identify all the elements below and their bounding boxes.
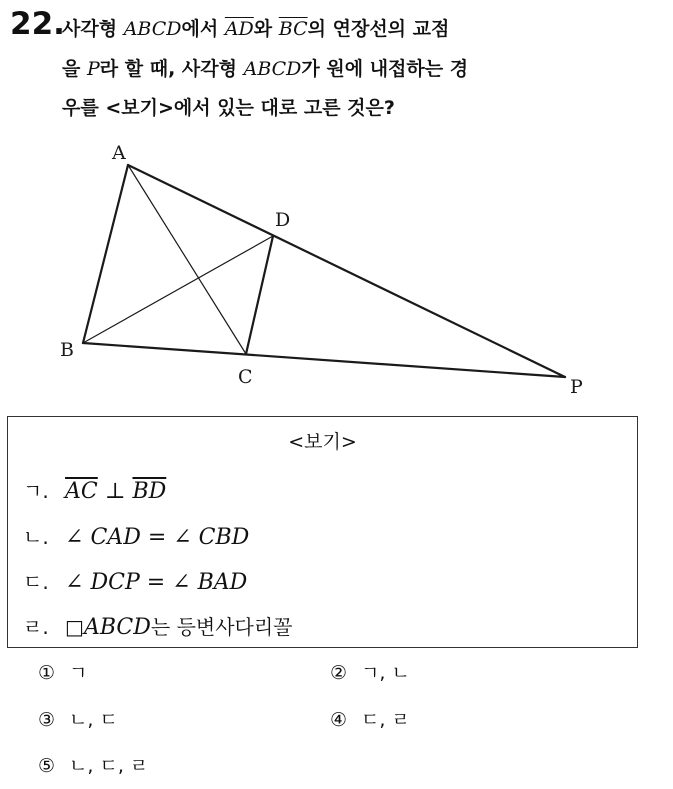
question-text: 가 원에 내접하는 경 [301,58,469,80]
bogi-item-expression: ∠ CAD = ∠ CBD [65,525,250,550]
segment-ab [83,165,128,343]
point-label-p: P [570,376,583,398]
question-text: 을 [62,58,87,80]
option-number: ① [38,662,56,684]
point-label-b: B [60,339,74,361]
question-number: 22. [10,6,65,42]
option-text: ㄴ, ㄷ, ㄹ [69,755,149,777]
diagonal-bd [83,236,273,343]
point-label-d: D [275,209,291,231]
option-number: ⑤ [38,755,56,777]
bogi-item-4 [23,611,293,640]
segment-bc: $\overline{BC}$ [278,18,308,40]
point-label-a: A [112,142,126,164]
option-3[interactable] [38,705,118,732]
perpendicular-symbol: ⊥ [97,479,133,504]
segment-ad: $\overline{AD}$ [224,18,254,40]
point-p-name: P [86,58,100,80]
option-text: ㄱ, ㄴ [361,662,410,684]
question-text: 의 연장선의 교점 [307,18,450,40]
option-1[interactable] [38,658,87,685]
bogi-box [7,416,638,648]
segment-dc [246,236,273,354]
option-text: ㄴ, ㄷ [69,709,118,731]
line-bp [83,343,565,377]
question-line-3: 우를 <보기>에서 있는 대로 고른 것은? [62,97,395,119]
option-2[interactable] [330,658,410,685]
bogi-item-2 [23,521,249,550]
question-text: 와 [253,18,279,40]
question-text: 에서 [181,18,225,40]
bogi-title: <보기> [288,431,357,453]
question-text: 사각형 [62,18,124,40]
bogi-item-mark: ㄷ. [23,570,49,594]
square-symbol: □ [65,615,84,639]
quad-name: ABCD [123,18,182,40]
bogi-item-mark: ㄹ. [23,615,49,639]
option-number: ③ [38,709,56,731]
option-text: ㄱ [69,662,88,684]
bogi-item-expression: ∠ DCP = ∠ BAD [65,570,248,595]
bogi-item-mark: ㄴ. [23,525,49,549]
option-4[interactable] [330,705,410,732]
option-number: ④ [330,709,348,731]
segment-ac: $\overline{AC}$ [65,479,98,504]
option-text: ㄷ, ㄹ [361,709,410,731]
segment-bd: $\overline{BD}$ [132,479,167,504]
option-number: ② [330,662,348,684]
bogi-item-1 [23,475,166,504]
quad-name: ABCD [243,58,302,80]
quad-name: ABCD [83,615,151,640]
bogi-item-mark: ㄱ. [23,479,49,503]
option-5[interactable] [38,751,148,778]
question-text: 라 할 때, 사각형 [99,58,244,80]
point-label-c: C [238,366,253,388]
bogi-item-text: 는 등변사다리꼴 [150,615,293,639]
bogi-item-3 [23,566,247,595]
